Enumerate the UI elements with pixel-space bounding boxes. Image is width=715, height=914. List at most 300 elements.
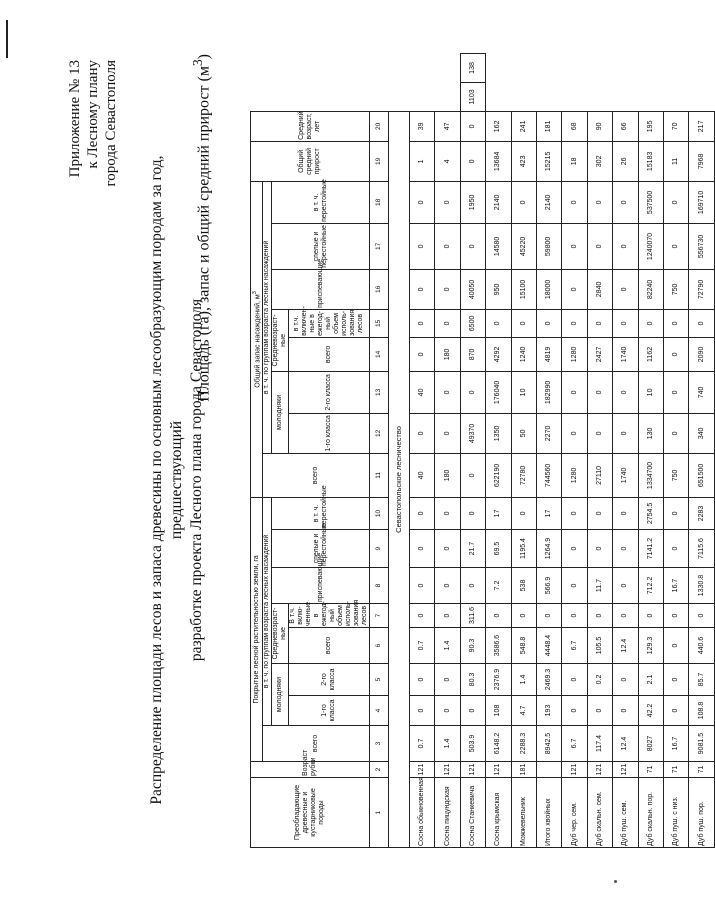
column-number: 16 — [370, 269, 389, 309]
table-cell: 2376.9 — [486, 664, 511, 696]
table-cell: 712.2 — [638, 568, 663, 604]
table-cell: 176040 — [486, 371, 511, 413]
table-cell: 117.4 — [587, 726, 612, 762]
table-cell: 0 — [562, 604, 587, 628]
table-cell: 0 — [460, 453, 485, 497]
table-cell: 6.7 — [562, 726, 587, 762]
table-cell: 0 — [664, 696, 689, 726]
table-row — [410, 54, 435, 848]
table-cell: 1103 — [460, 82, 485, 111]
table-cell: 1.4 — [435, 726, 460, 762]
table-cell: 0 — [587, 497, 612, 529]
table-cell: 0.2 — [587, 664, 612, 696]
table-cell: 59800 — [537, 223, 562, 269]
table-cell: 0 — [435, 413, 460, 453]
table-cell: 0 — [664, 530, 689, 568]
table-cell: 0 — [410, 309, 435, 337]
table-row — [537, 54, 562, 848]
table-cell: 0 — [435, 530, 460, 568]
table-cell: 0 — [664, 604, 689, 628]
table-cell: 340 — [689, 413, 715, 453]
table-cell: 1264.9 — [537, 530, 562, 568]
column-number: 4 — [370, 696, 389, 726]
table-cell: 108 — [486, 696, 511, 726]
table-cell: 85.7 — [689, 664, 715, 696]
table-cell: 0 — [410, 664, 435, 696]
table-cell: 0 — [587, 696, 612, 726]
table-cell: 0 — [587, 371, 612, 413]
table-cell: 0 — [460, 223, 485, 269]
column-number: 17 — [370, 223, 389, 269]
header-area-total: всего — [263, 726, 370, 762]
header-stock-by-age: в т. ч. по группам возраста лесных насаждений — [263, 181, 272, 453]
table-cell: 105.5 — [587, 628, 612, 664]
table-cell: 0 — [410, 696, 435, 726]
table-cell: 0 — [562, 223, 587, 269]
table-cell: 181 — [537, 111, 562, 141]
table-cell: 17 — [537, 497, 562, 529]
table-cell: 162 — [486, 111, 511, 141]
table-cell: 0 — [638, 604, 663, 628]
table-cell: 7141.2 — [638, 530, 663, 568]
table-cell: 2288.3 — [511, 726, 536, 762]
table-cell: 2283 — [689, 497, 715, 529]
table-cell: 15215 — [537, 141, 562, 181]
table-cell: 12.4 — [613, 628, 638, 664]
table-cell: 0 — [638, 309, 663, 337]
table-cell — [537, 762, 562, 778]
column-number: 9 — [370, 530, 389, 568]
table-cell: 0 — [613, 309, 638, 337]
table-cell: 0 — [435, 604, 460, 628]
stock-group-text: Общий запас насаждений, м — [254, 294, 262, 388]
table-cell: 1 — [410, 141, 435, 181]
table-cell: 1334700 — [638, 453, 663, 497]
header-stock-ripening: приспевающие — [272, 269, 370, 309]
table-row — [689, 54, 715, 848]
table-cell: 0 — [410, 269, 435, 309]
table-cell: 47 — [435, 111, 460, 141]
table-cell: 0 — [587, 181, 612, 223]
header-stock-class2: 2-го класса — [289, 371, 370, 413]
table-cell: 0 — [613, 269, 638, 309]
column-number: 19 — [370, 141, 389, 181]
table-cell: 90 — [587, 111, 612, 141]
table-cell: 0 — [410, 604, 435, 628]
header-stock-middle-total: всего — [289, 337, 370, 371]
table-cell: 0 — [410, 223, 435, 269]
table-body — [370, 54, 715, 848]
table-cell: 0 — [587, 604, 612, 628]
header-area-mature: спелые и перестойные — [272, 530, 370, 568]
table-cell: 423 — [511, 141, 536, 181]
table-cell: 3586.6 — [486, 628, 511, 664]
table-cell: 744560 — [537, 453, 562, 497]
table-cell: 0 — [562, 568, 587, 604]
table-cell: 130 — [638, 413, 663, 453]
table-cell: 40 — [410, 371, 435, 413]
table-cell: 0 — [435, 223, 460, 269]
table-cell: 2140 — [537, 181, 562, 223]
table-cell: 0 — [410, 413, 435, 453]
scan-edge-mark — [6, 20, 8, 58]
header-area-ripening: приспевающие — [272, 568, 370, 604]
table-cell: 193 — [537, 696, 562, 726]
table-cell: 15183 — [638, 141, 663, 181]
table-cell: 0 — [562, 269, 587, 309]
species-name: Сосна Станкевича — [460, 778, 485, 848]
table-cell: 0 — [460, 371, 485, 413]
table-cell: 13684 — [486, 141, 511, 181]
table-cell: 8027 — [638, 726, 663, 762]
table-cell: 0 — [435, 269, 460, 309]
table-cell: 311.6 — [460, 604, 485, 628]
header-stock-young: молодняки — [272, 371, 289, 453]
table-row — [638, 54, 663, 848]
table-cell: 27110 — [587, 453, 612, 497]
species-name: Сосна пицундская — [435, 778, 460, 848]
column-number: 1 — [370, 778, 389, 848]
table-cell: 71 — [664, 762, 689, 778]
species-name: Итого хвойных — [537, 778, 562, 848]
table-cell: 0 — [587, 530, 612, 568]
table-cell: 121 — [486, 762, 511, 778]
table-cell: 538 — [511, 568, 536, 604]
table-cell: 68 — [562, 111, 587, 141]
column-number: 5 — [370, 664, 389, 696]
table-cell: 0 — [613, 497, 638, 529]
table-cell: 14580 — [486, 223, 511, 269]
table-cell: 11.7 — [587, 568, 612, 604]
species-name: Сосна обыкновенная — [410, 778, 435, 848]
table-cell: 16.7 — [664, 568, 689, 604]
table-row — [460, 54, 485, 848]
table-cell: 39 — [410, 111, 435, 141]
table-cell: 80.3 — [460, 664, 485, 696]
table-cell: 0 — [410, 181, 435, 223]
table-cell: 0 — [486, 604, 511, 628]
header-stock-total: всего — [263, 453, 370, 497]
table-cell: 121 — [587, 762, 612, 778]
table-cell: 6.7 — [562, 628, 587, 664]
table-cell: 1950 — [460, 181, 485, 223]
table-cell: 0 — [613, 413, 638, 453]
table-cell: 15100 — [511, 269, 536, 309]
table-cell: 18000 — [537, 269, 562, 309]
table-cell: 180 — [435, 453, 460, 497]
species-name: Дуб пуш. сем. — [613, 778, 638, 848]
table-cell: 4448.4 — [537, 628, 562, 664]
table-cell: 750 — [664, 453, 689, 497]
table-cell: 0 — [511, 181, 536, 223]
table-cell: 651500 — [689, 453, 715, 497]
table-cell: 0 — [664, 181, 689, 223]
table-cell: 0 — [435, 371, 460, 413]
table-cell: 1240 — [511, 337, 536, 371]
table-cell: 0 — [537, 604, 562, 628]
table-cell: 740 — [689, 371, 715, 413]
table-cell: 7968 — [689, 141, 715, 181]
species-name: Сосна крымская — [486, 778, 511, 848]
table-cell: 0 — [689, 604, 715, 628]
table-cell: 503.9 — [460, 726, 485, 762]
table-cell: 82240 — [638, 269, 663, 309]
table-cell: 0 — [537, 309, 562, 337]
table-cell: 4819 — [537, 337, 562, 371]
table-cell: 0 — [562, 309, 587, 337]
table-cell: 121 — [410, 762, 435, 778]
table-cell: 182990 — [537, 371, 562, 413]
table-cell: 0 — [613, 181, 638, 223]
table-cell: 50 — [511, 413, 536, 453]
table-cell: 4 — [435, 141, 460, 181]
table-cell: 1162 — [638, 337, 663, 371]
subtitle-sup: 3 — [190, 59, 205, 66]
header-area-middle-total: всего — [289, 628, 370, 664]
table-cell: 0 — [613, 664, 638, 696]
table-cell: 0 — [511, 309, 536, 337]
table-cell: 40 — [410, 453, 435, 497]
table-cell: 17 — [486, 497, 511, 529]
table-cell: 750 — [664, 269, 689, 309]
table-cell: 0 — [435, 696, 460, 726]
header-stock-class1: 1-го класса — [289, 413, 370, 453]
column-number: 7 — [370, 604, 389, 628]
table-cell: 7115.6 — [689, 530, 715, 568]
scan-dot-mark — [614, 880, 617, 883]
forest-distribution-table — [250, 53, 715, 848]
table-row — [613, 54, 638, 848]
species-name: Дуб пуш. пор. — [689, 778, 715, 848]
table-cell: 1330.8 — [689, 568, 715, 604]
table-cell: 556730 — [689, 223, 715, 269]
table-cell: 0 — [460, 111, 485, 141]
table-cell: 40050 — [460, 269, 485, 309]
table-cell: 9081.5 — [689, 726, 715, 762]
table-cell: 0 — [562, 664, 587, 696]
appendix-line-3: города Севастополя — [103, 60, 119, 187]
column-number: 2 — [370, 762, 389, 778]
column-number: 13 — [370, 371, 389, 413]
table-cell: 0 — [435, 497, 460, 529]
table-cell: 10 — [638, 371, 663, 413]
table-cell: 622190 — [486, 453, 511, 497]
table-row — [511, 54, 536, 848]
table-cell: 1350 — [486, 413, 511, 453]
table-cell: 2754.5 — [638, 497, 663, 529]
table-cell: 11 — [664, 141, 689, 181]
subtitle-text: Площадь (га), запас и общий средний прирост (м — [195, 66, 213, 402]
table-cell: 302 — [587, 141, 612, 181]
column-number: 10 — [370, 497, 389, 529]
table-cell: 108.8 — [689, 696, 715, 726]
table-cell: 16.7 — [664, 726, 689, 762]
table-cell: 42.2 — [638, 696, 663, 726]
table-cell: 181 — [511, 762, 536, 778]
table-cell: 195 — [638, 111, 663, 141]
species-name: Дуб скальн. пор. — [638, 778, 663, 848]
table-cell: 0 — [562, 696, 587, 726]
table-cell: 1240070 — [638, 223, 663, 269]
column-number: 6 — [370, 628, 389, 664]
column-number: 14 — [370, 337, 389, 371]
table-cell: 548.8 — [511, 628, 536, 664]
table-cell: 0 — [664, 309, 689, 337]
table-cell: 870 — [460, 337, 485, 371]
table-cell: 0 — [460, 141, 485, 181]
column-number: 18 — [370, 181, 389, 223]
table-cell: 71 — [638, 762, 663, 778]
table-cell: 0 — [410, 497, 435, 529]
table-cell: 0 — [460, 696, 485, 726]
table-cell: 0 — [410, 337, 435, 371]
table-cell: 6148.2 — [486, 726, 511, 762]
stock-group-sup: 3 — [252, 291, 258, 295]
table-cell: 45220 — [511, 223, 536, 269]
header-stock-included: в т.ч. включен-ные в ежегод-ный объем исполь-зования лесов — [289, 309, 370, 337]
table-cell: 566.9 — [537, 568, 562, 604]
table-cell: 70 — [664, 111, 689, 141]
table-cell: 0 — [664, 223, 689, 269]
table-subtitle — [188, 44, 214, 614]
header-area-overmature: в т. ч. перестойные — [272, 497, 370, 529]
table-cell: 0 — [689, 309, 715, 337]
table-cell: 1.4 — [435, 628, 460, 664]
appendix-block — [66, 60, 120, 320]
table-cell: 8942.5 — [537, 726, 562, 762]
table-cell: 7.2 — [486, 568, 511, 604]
table-cell: 121 — [613, 762, 638, 778]
appendix-line-2: к Лесному плану — [85, 60, 101, 169]
table-cell: 0 — [664, 628, 689, 664]
table-cell: 138 — [460, 54, 485, 83]
table-cell: 241 — [511, 111, 536, 141]
table-cell: 2140 — [486, 181, 511, 223]
header-area-group: Покрытые лесной растительностью земли, га — [251, 497, 263, 761]
table-cell: 0 — [435, 568, 460, 604]
table-cell: 0 — [410, 568, 435, 604]
column-number: 11 — [370, 453, 389, 497]
table-cell: 21.7 — [460, 530, 485, 568]
table-cell: 0 — [460, 568, 485, 604]
table-cell: 12.4 — [613, 726, 638, 762]
table-cell: 121 — [460, 762, 485, 778]
header-avg-age: Средний возраст, лет — [251, 111, 370, 141]
table-cell: 0 — [410, 530, 435, 568]
table-row — [562, 54, 587, 848]
table-cell: 129.3 — [638, 628, 663, 664]
table-cell: 0 — [613, 696, 638, 726]
table-cell: 440.6 — [689, 628, 715, 664]
species-name: Дуб пуш. с низ. — [664, 778, 689, 848]
table-cell: 0 — [613, 604, 638, 628]
table-cell: 1195.4 — [511, 530, 536, 568]
header-area-class1: 1-го класса — [289, 696, 370, 726]
table-cell: 1280 — [562, 337, 587, 371]
table-cell: 0 — [587, 223, 612, 269]
table-cell: 217 — [689, 111, 715, 141]
table-cell: 90.3 — [460, 628, 485, 664]
header-stock-mature: спелые и перестойные — [272, 223, 370, 269]
table-cell: 0.7 — [410, 726, 435, 762]
table-cell: 1280 — [562, 453, 587, 497]
table-cell: 69.5 — [486, 530, 511, 568]
title-line-1: Распределение площади лесов и запаса древесины по основным лесообразующим породам за год, предшествующий — [148, 155, 185, 805]
section-label: Севастопольское лесничество — [389, 111, 410, 847]
table-row — [587, 54, 612, 848]
table-cell: 950 — [486, 269, 511, 309]
table-cell: 0 — [435, 309, 460, 337]
table-cell: 2270 — [537, 413, 562, 453]
table-cell: 121 — [562, 762, 587, 778]
table-cell: 0 — [460, 497, 485, 529]
column-number: 15 — [370, 309, 389, 337]
header-area-middle: Средневозраст-ные — [272, 604, 289, 664]
header-stock-overmature: в т. ч. перестойные — [272, 181, 370, 223]
species-name: Дуб чер. сем. — [562, 778, 587, 848]
table-cell: 4292 — [486, 337, 511, 371]
table-row — [435, 54, 460, 848]
table-cell: 0 — [613, 371, 638, 413]
table-cell: 71 — [689, 762, 715, 778]
table-cell: 2.1 — [638, 664, 663, 696]
header-area-class2: 2-го класса — [289, 664, 370, 696]
table-cell: 49370 — [460, 413, 485, 453]
table-cell: 0 — [587, 413, 612, 453]
table-cell: 2469.3 — [537, 664, 562, 696]
table-cell: 1740 — [613, 337, 638, 371]
table-cell: 0 — [511, 604, 536, 628]
table-row — [486, 54, 511, 848]
table-cell: 0 — [613, 530, 638, 568]
table-cell: 0 — [511, 497, 536, 529]
table-cell: 0 — [664, 413, 689, 453]
table-row — [664, 54, 689, 848]
header-area-young: молодняки — [272, 664, 289, 726]
table-cell: 0 — [613, 223, 638, 269]
column-number: 12 — [370, 413, 389, 453]
species-name: Дуб скальн. сем. — [587, 778, 612, 848]
header-area-by-age: в т. ч. по группам возраста лесных насаждений — [263, 497, 272, 725]
column-number: 3 — [370, 726, 389, 762]
column-number: 20 — [370, 111, 389, 141]
table-cell: 0 — [435, 181, 460, 223]
table-cell: 2090 — [689, 337, 715, 371]
table-cell: 537500 — [638, 181, 663, 223]
table-cell: 72780 — [511, 453, 536, 497]
table-cell: 121 — [435, 762, 460, 778]
column-number-row — [370, 54, 389, 848]
section-row — [389, 54, 410, 848]
table-cell: 0 — [587, 309, 612, 337]
table-cell: 0 — [664, 664, 689, 696]
header-species: Преобладающие древесные и кустарниковые породы — [251, 778, 370, 848]
table-cell: 0 — [562, 181, 587, 223]
table-cell: 2840 — [587, 269, 612, 309]
table-cell: 0 — [562, 497, 587, 529]
table-cell: 26 — [613, 141, 638, 181]
column-number: 8 — [370, 568, 389, 604]
header-age: Возраст рубки — [251, 762, 370, 778]
table-cell: 6500 — [460, 309, 485, 337]
table-cell: 4.7 — [511, 696, 536, 726]
table-cell: 72790 — [689, 269, 715, 309]
title-line-2: разработке проекта Лесного плана города Севастополя — [188, 298, 205, 662]
table-cell: 1740 — [613, 453, 638, 497]
table-cell: 0 — [562, 530, 587, 568]
table-cell: 2427 — [587, 337, 612, 371]
header-stock-group — [251, 181, 263, 497]
